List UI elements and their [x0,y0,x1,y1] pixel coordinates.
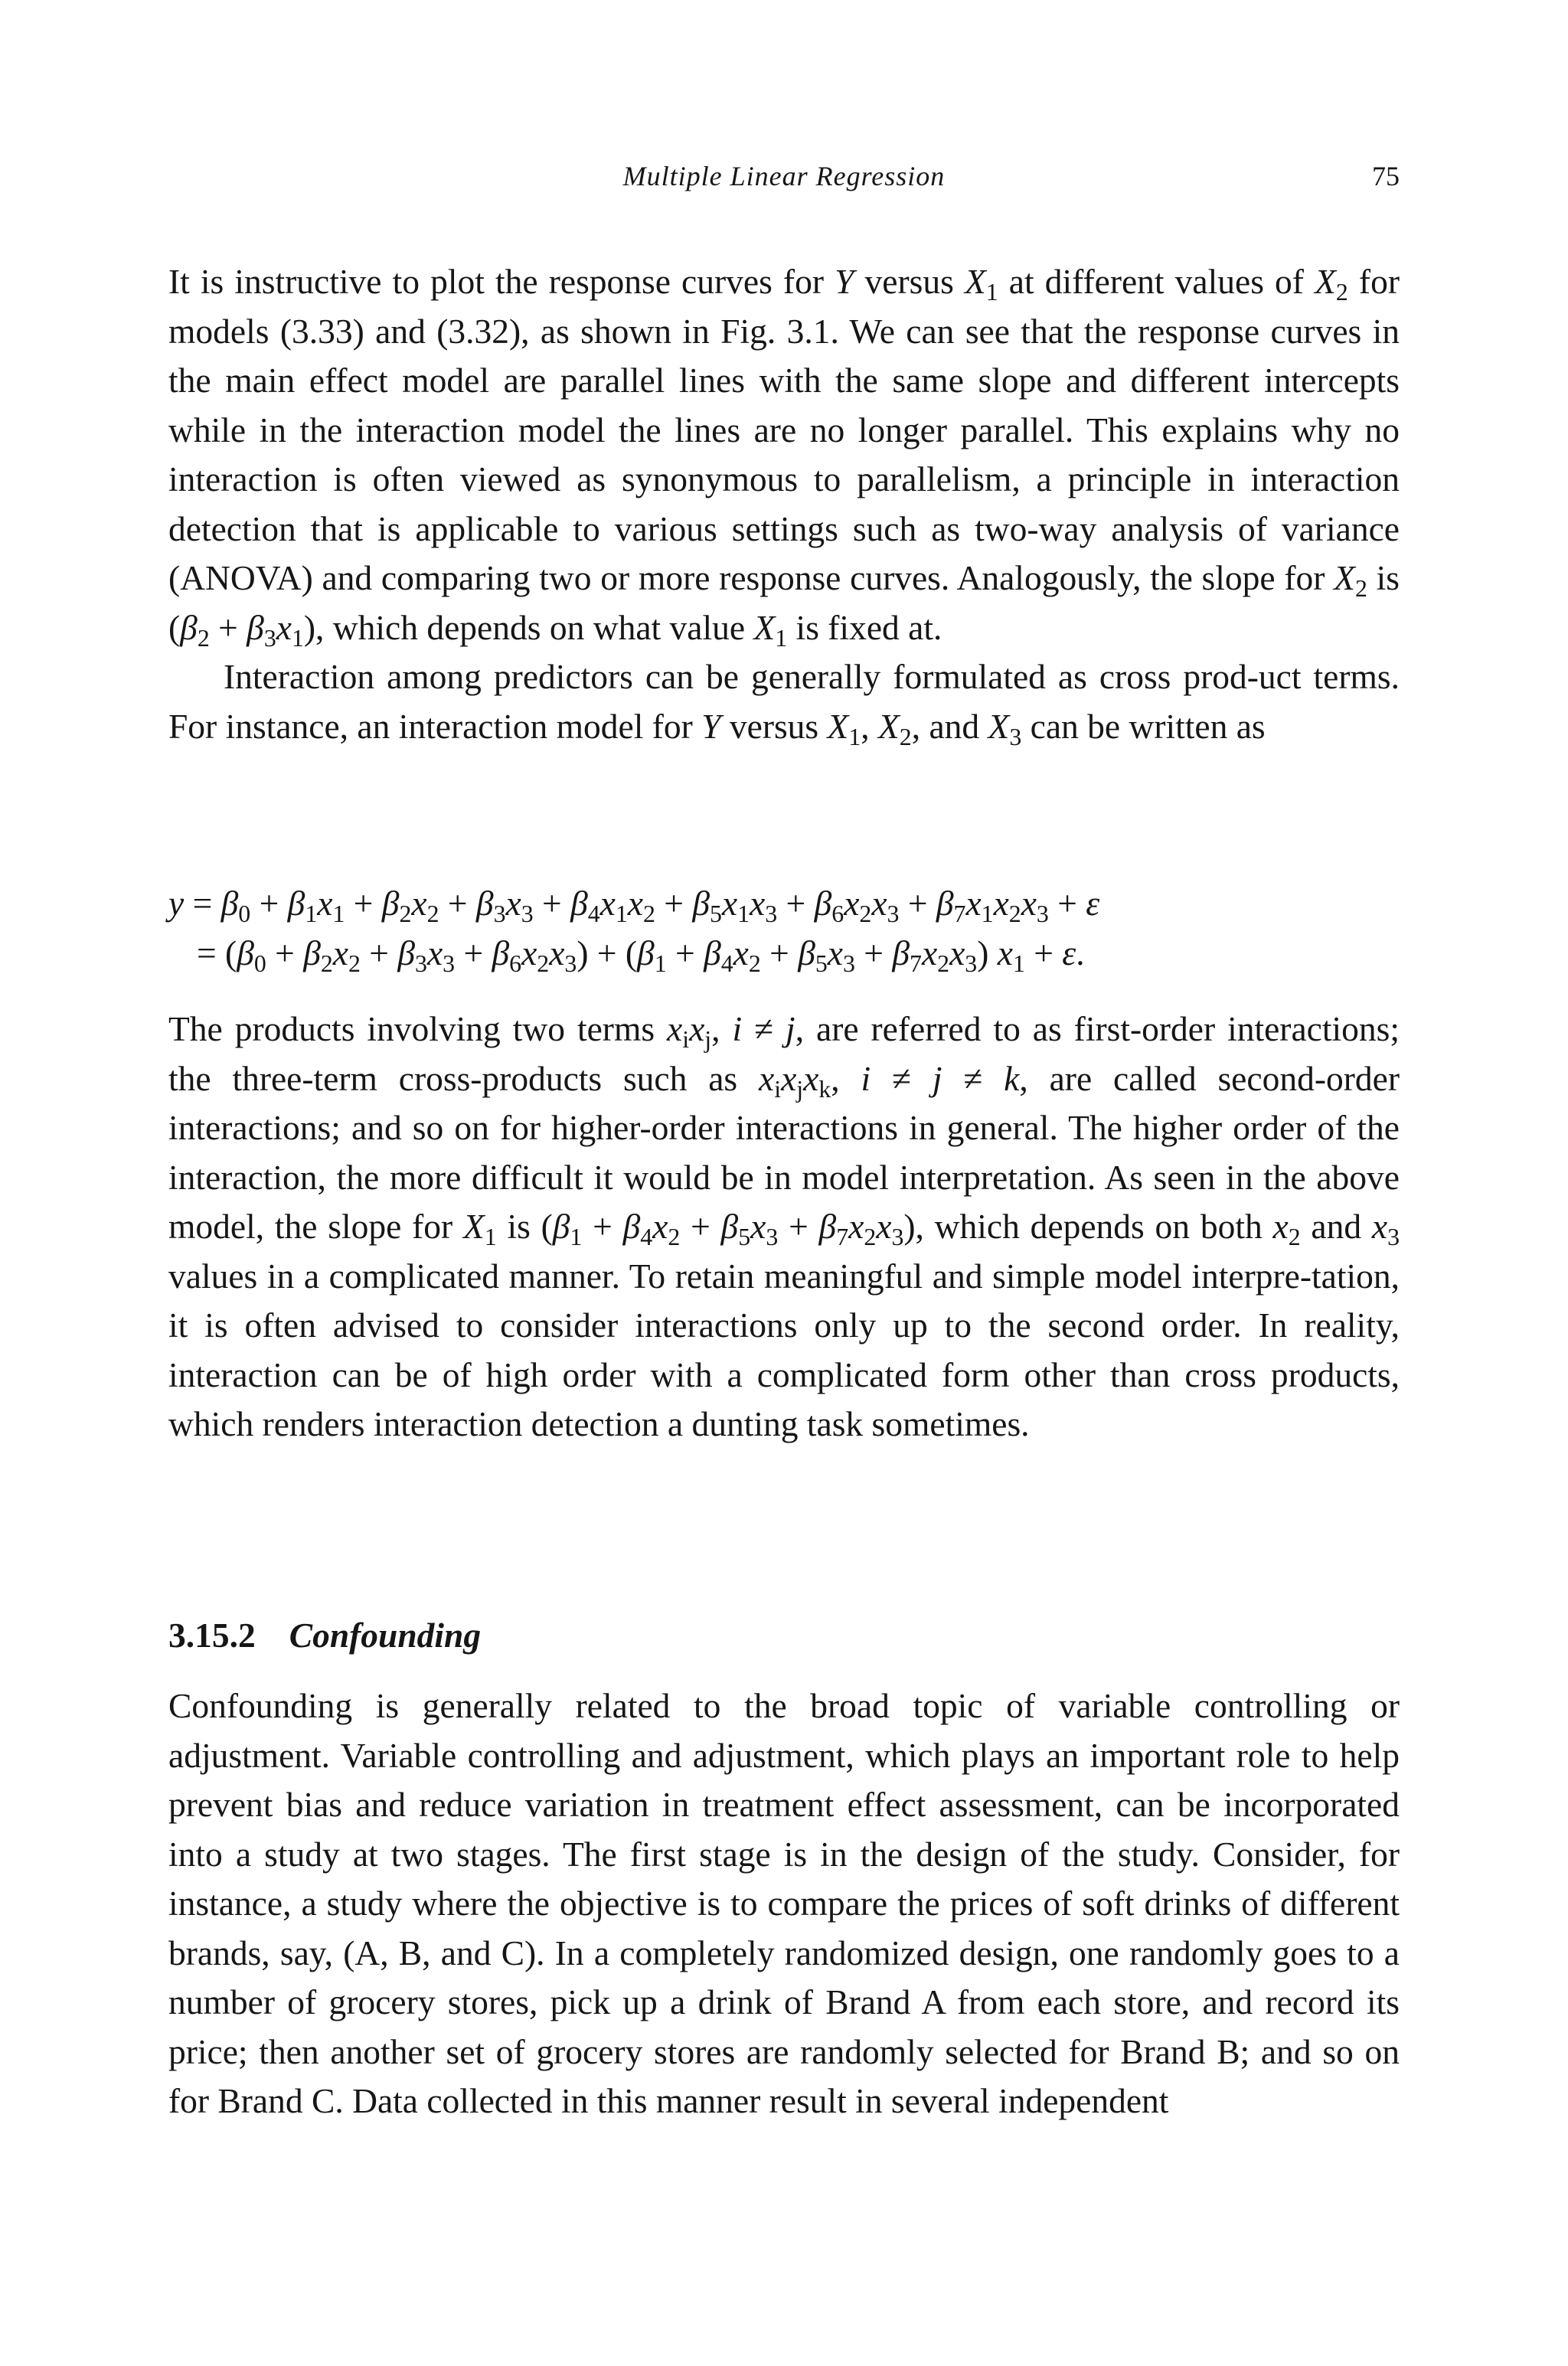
math-X2: $X_2$ [1315,262,1348,306]
equation-line-2: = $(\beta_0 + \beta_2x_2 + \beta_3x_3 + \beta_6x_2x_3) + (\beta_1 + \beta_4x_2 + \beta_5x_3 + \beta_7x_2x_3) x_1 + \varepsilon$. [197,933,1085,977]
text-block-middle [168,1005,1400,1449]
math-xixj: $x_ix_j$, i ≠ j [667,1009,795,1053]
section-title: Confounding [289,1616,482,1655]
math-X2: $X_2$ [1334,558,1367,602]
section-number: 3.15.2 [168,1616,256,1655]
paragraph-confounding: Confounding is generally related to the broad topic of variable controlling or adjustment. Variable controlling and adjustment, which plays an important role to help prevent bias and reduce variation in treatment effect assessment, can be incorporated into a study at two stages. The first stage is in the design of the study. Consider, for instance, a study where the objective is to compare the prices of soft drinks of different brands, say, (A, B, and C). In a completely randomized design, one randomly goes to a number of grocery stores, pick up a drink of Brand A from each store, and record its price; then another set of grocery stores are randomly selected for Brand B; and so on for Brand C. Data collected in this manner result in several independent [168,1686,1400,2120]
math-slope-expression: $(\beta_2 + \beta_3x_1)$ [168,607,316,652]
paragraph-response-curves: It is instructive to plot the response curves for Y versus $X_1$ at different values of $X_2$ for models (3.33) and (3.32), as shown in Fig. 3.1. We can see that the response curves in the main effect model are parallel lines with the same slope and different intercepts while in the interaction model the lines are no longer parallel. This explains why no interaction is often viewed as synonymous to parallelism, a principle in interaction detection that is applicable to various settings such as two-way analysis of variance (ANOVA) and comparing two or more response curves. Analogously, the slope for $X_2$ is $(\beta_2 + \beta_3x_1)$, which depends on what value $X_1$ is fixed at. [168,262,1400,652]
running-title: Multiple Linear Regression [622,161,946,191]
text-block-top [168,257,1400,751]
math-Y: Y [835,262,854,301]
math-X1: $X_1$ [753,607,788,652]
math-X1: $X_1$ [827,706,861,750]
math-X3: $X_3$ [988,706,1022,750]
paragraph-interaction-orders: The products involving two terms $x_ix_j$, i ≠ j, are referred to as first-order interactions; the three-term cross-products such as $x_ix_jx_k$, i ≠ j ≠ k, are called second-order interactions; and so on for higher-order interactions in general. The higher order of the interaction, the more difficult it would be in model interpretation. As seen in the above model, the slope for $X_1$ is $(\beta_1 + \beta_4x_2 + \beta_5x_3 + \beta_7x_2x_3)$, which depends on both $x_2$ and $x_3$ values in a complicated manner. To retain meaningful and simple model interpre-tation, it is often advised to consider interactions only up to the second order. In reality, interaction can be of high order with a complicated form other than cross products, which renders interaction detection a dunting task sometimes. [168,1009,1400,1443]
page-number: 75 [1372,161,1400,191]
paragraph-interaction-terms: Interaction among predictors can be generally formulated as cross prod-uct terms. For instance, an interaction model for Y versus $X_1$, $X_2$, and $X_3$ can be written as [168,657,1400,750]
running-head [168,153,1400,199]
math-x2: $x_2$ [1272,1207,1301,1250]
math-xixjxk: $x_ix_jx_k$, i ≠ j ≠ k [759,1058,1020,1103]
text-block-bottom [168,1681,1400,2126]
math-slope-x1-expression: $(\beta_1 + \beta_4x_2 + \beta_5x_3 + \beta_7x_2x_3)$ [541,1207,916,1250]
equation-line-1: $y = \beta_0 + \beta_1x_1 + \beta_2x_2 + \beta_3x_3 + \beta_4x_1x_2 + \beta_5x_1x_3 + \beta_6x_2x_3 + \beta_7x_1x_2x_3 + \varepsilon$ [168,884,1100,927]
math-X1: $X_1$ [462,1207,497,1250]
math-X2: $X_2$ [877,706,912,750]
math-X1: $X_1$ [964,262,998,306]
section-heading [168,1611,481,1660]
display-equation [168,879,1409,978]
math-Y: Y [701,706,721,746]
math-x3: $x_3$ [1371,1207,1400,1250]
